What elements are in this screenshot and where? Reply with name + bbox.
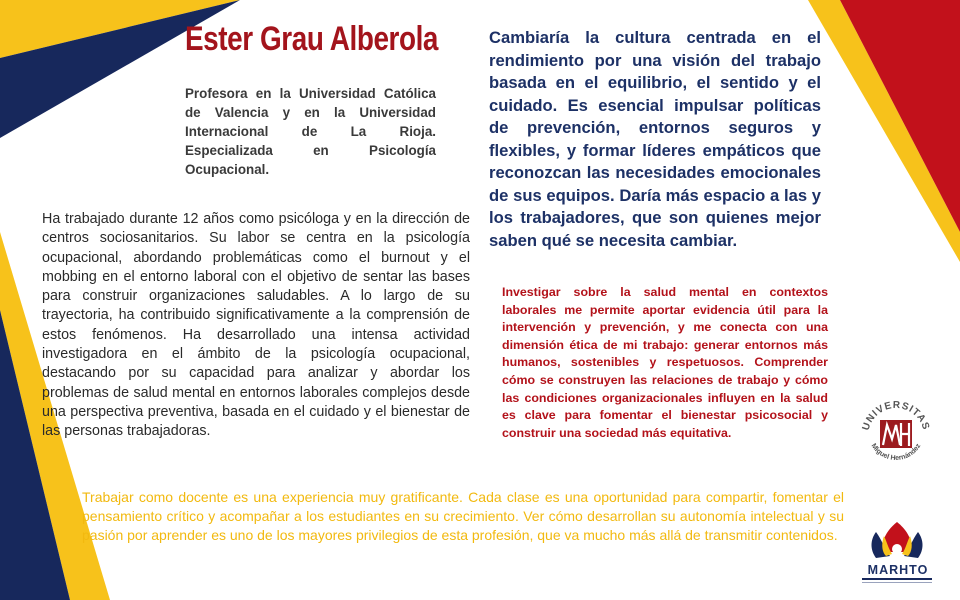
teaching-quote: Trabajar como docente es una experiencia muy gratificante. Cada clase es una oportunidad para compartir, fomentar el pensamiento crítico y acompañar a los estudiantes en su crecimiento. Ver cómo desarrollan su autonomía intelectual y su pasión por aprender es uno de los mayores privilegios de esta profesión, que va mucho más allá de transmitir contenidos. [82, 489, 844, 543]
marhto-logo-icon [854, 516, 940, 592]
top-right-red-band [840, 0, 960, 232]
position-description: Profesora en la Universidad Católica de Valencia y en la Universidad Internacional de La Rioja. Especializada en Psicología Ocupacional. [185, 86, 436, 177]
biography-text: Ha trabajado durante 12 años como psicóloga y en la dirección de centros sociosanitarios. Su labor se centra en la psicología ocupacional, abordando problemáticas como el burnout y el mobbing en el entorno laboral con el objetivo de sentar las bases para construir organizaciones saludables. A lo largo de su trayectoria, ha contribuido significativamente a la comprensión de estos fenómenos. Ha desarrollado una intensa actividad investigadora en el ámbito de la psicología ocupacional, destacando por su capacidad para analizar y abordar los problemas de salud mental en entornos laborales complejos desde una perspectiva preventiva, basada en el cuidado y el bienestar de las personas trabajadoras. [42, 211, 470, 440]
research-quote: Investigar sobre la salud mental en contextos laborales me permite aportar evidencia útil para la intervención y prevención, y me conecta con una dimensión ética de mi trabajo: generar entornos más humanos, sostenibles y respetuosos. Comprender cómo se construyen las relaciones de trabajo y cómo las condiciones organizacionales influyen en la salud es clave para fomentar el bienestar psicosocial y construir una sociedad más equitativa. [502, 285, 828, 440]
marhto-wordmark: MARHTO [867, 563, 929, 577]
umh-arc-top-text: UNIVERSITAS [860, 399, 932, 432]
umh-arc-bottom-text: Miguel Hernández [869, 442, 923, 463]
person-name: Ester Grau Alberola [185, 20, 439, 58]
change-quote: Cambiaría la cultura centrada en el rendimiento por una visión del trabajo basada en el equilibrio, el sentido y el cuidado. Es esencial impulsar políticas de prevención, entornos seguros y flexibles, y formar líderes empáticos que reconozcan las necesidades emocionales de sus equipos. Daría más espacio a las y los trabajadores, que son quienes mejor saben qué se necesita cambiar. [489, 28, 821, 250]
universitas-miguel-hernandez-logo-icon [856, 392, 936, 472]
